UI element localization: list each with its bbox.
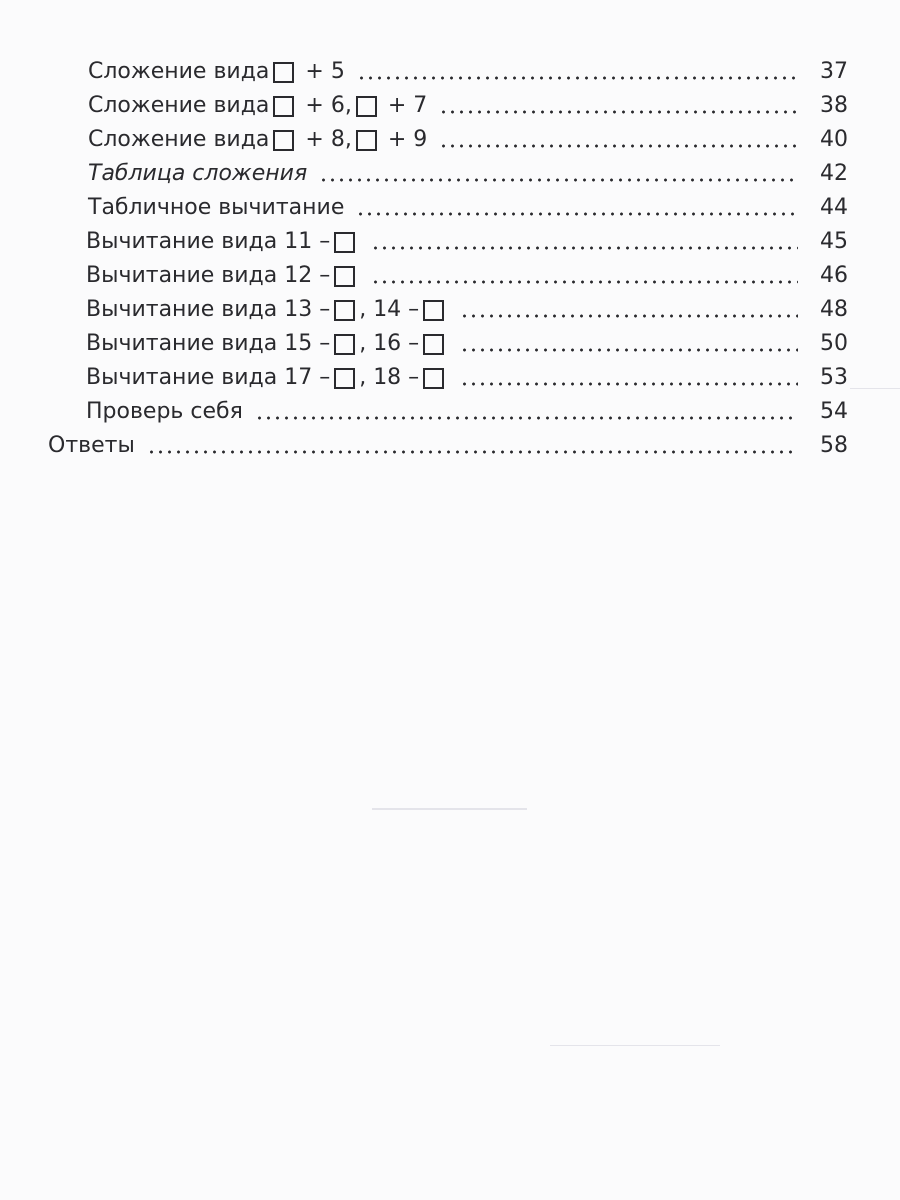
dot-leader — [439, 144, 798, 148]
toc-entry-title — [88, 92, 427, 120]
faint-bleed-line — [850, 388, 900, 389]
toc-entry-text: , 18 – — [359, 365, 420, 390]
dot-leader — [460, 382, 798, 386]
toc-page-number: 45 — [820, 229, 848, 254]
toc-page-number: 58 — [820, 433, 848, 458]
dot-leader — [147, 450, 798, 454]
toc-entry-text: , 14 – — [359, 297, 420, 322]
blank-box-icon — [273, 130, 294, 151]
toc-page-number: 44 — [820, 195, 848, 220]
toc-entry-text: + 6, — [298, 93, 352, 118]
toc-page-number: 38 — [820, 93, 848, 118]
toc-entry-text: Вычитание вида 12 – — [86, 263, 331, 288]
toc-entry — [88, 120, 848, 154]
dot-leader — [460, 314, 798, 318]
toc-entry-title — [86, 364, 448, 392]
dot-leader — [460, 348, 798, 352]
blank-box-icon — [356, 130, 377, 151]
toc-entry-text: Сложение вида — [88, 59, 270, 84]
toc-entry-text: , 16 – — [359, 331, 420, 356]
toc-entry — [86, 222, 848, 256]
toc-entry-title — [88, 58, 345, 86]
blank-box-icon — [334, 300, 355, 321]
toc-entry-text: Проверь себя — [86, 399, 243, 424]
toc-entry — [88, 154, 848, 188]
toc-entry-title — [86, 228, 359, 256]
toc-entry-title — [88, 194, 344, 222]
toc-entry-text: Сложение вида — [88, 93, 270, 118]
toc-entry — [86, 392, 848, 426]
toc-entry-text: Ответы — [48, 433, 135, 458]
toc-entry-title — [86, 262, 359, 290]
blank-box-icon — [334, 334, 355, 355]
blank-box-icon — [423, 368, 444, 389]
blank-box-icon — [273, 62, 294, 83]
toc-page-number: 42 — [820, 161, 848, 186]
blank-box-icon — [273, 96, 294, 117]
dot-leader — [371, 280, 798, 284]
toc-entry-text: Вычитание вида 13 – — [86, 297, 331, 322]
toc-entry-title — [48, 432, 135, 460]
toc-entry-text: Таблица сложения — [88, 161, 308, 186]
dot-leader — [356, 212, 798, 216]
dot-leader — [357, 76, 798, 80]
toc-entry-title — [86, 296, 448, 324]
toc-entry — [88, 188, 848, 222]
toc-entry-text: Табличное вычитание — [88, 195, 345, 220]
toc-page-number: 53 — [820, 365, 848, 390]
toc-page-number: 37 — [820, 59, 848, 84]
toc-page-number: 54 — [820, 399, 848, 424]
toc-page-number: 46 — [820, 263, 848, 288]
toc-entry-text: + 7 — [380, 93, 428, 118]
toc-entry — [88, 86, 848, 120]
toc-entry-text: + 9 — [380, 127, 428, 152]
toc-entry-text: Вычитание вида 11 – — [86, 229, 331, 254]
dot-leader — [319, 178, 798, 182]
toc-entry — [86, 290, 848, 324]
toc-entry — [48, 426, 848, 460]
faint-bleed-line — [372, 808, 527, 810]
dot-leader — [371, 246, 798, 250]
toc-entry-text: Вычитание вида 17 – — [86, 365, 331, 390]
faint-bleed-line — [550, 1045, 720, 1046]
toc-entry — [88, 52, 848, 86]
dot-leader — [255, 416, 798, 420]
toc-page-number: 50 — [820, 331, 848, 356]
toc-entry-text: Вычитание вида 15 – — [86, 331, 331, 356]
toc-entry-title — [86, 398, 243, 426]
blank-box-icon — [423, 300, 444, 321]
toc-entry-text: + 5 — [298, 59, 345, 84]
blank-box-icon — [334, 266, 355, 287]
blank-box-icon — [423, 334, 444, 355]
toc-entry-title — [86, 330, 448, 358]
toc-page-number: 40 — [820, 127, 848, 152]
blank-box-icon — [334, 232, 355, 253]
toc-entry-text: Сложение вида — [88, 127, 270, 152]
blank-box-icon — [334, 368, 355, 389]
toc-entry-title — [88, 160, 307, 188]
toc-entry — [86, 358, 848, 392]
dot-leader — [439, 110, 798, 114]
toc-entry-title — [88, 126, 427, 154]
toc-entry — [86, 324, 848, 358]
toc-page-number: 48 — [820, 297, 848, 322]
toc-entry-text: + 8, — [298, 127, 352, 152]
blank-box-icon — [356, 96, 377, 117]
toc-entry — [86, 256, 848, 290]
